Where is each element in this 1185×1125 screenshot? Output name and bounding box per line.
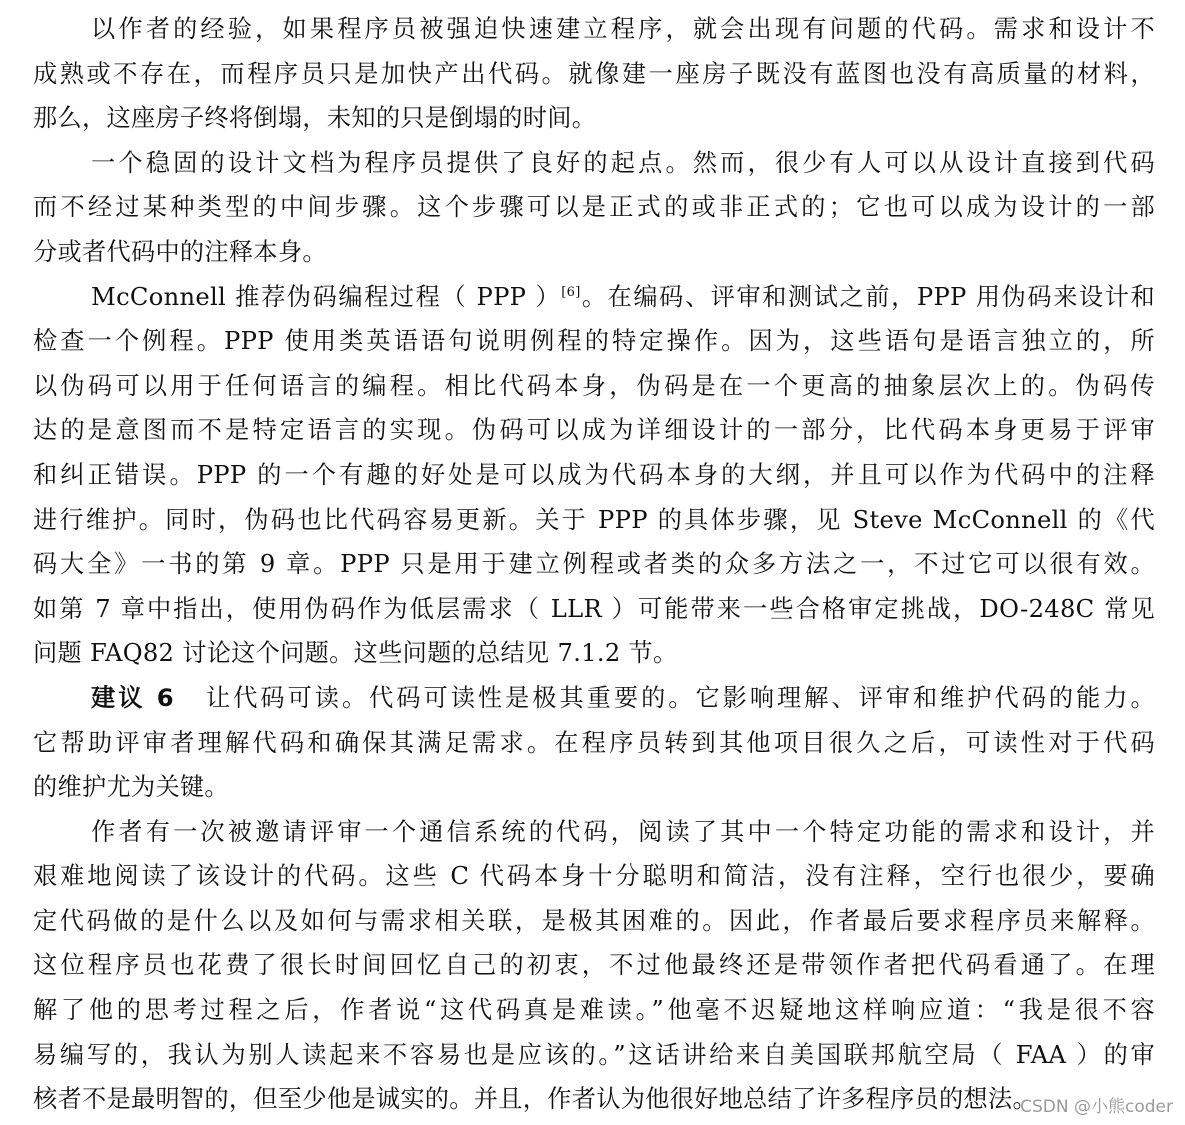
text-line: 以伪码可以用于任何语言的编程。相比代码本身，伪码是在一个更高的抽象层次上的。伪码传 <box>33 371 1155 400</box>
paragraph-3 <box>33 275 1155 676</box>
text-line: 艰难地阅读了该设计的代码。这些 C 代码本身十分聪明和简洁，没有注释，空行也很少，要确 <box>33 862 1155 891</box>
text-line: 问题 FAQ82 讨论这个问题。这些问题的总结见 7.1.2 节。 <box>33 639 678 668</box>
text-line: 和纠正错误。PPP 的一个有趣的好处是可以成为代码本身的大纲，并且可以作为代码中的注释 <box>33 460 1155 489</box>
text-line: 易编写的，我认为别人读起来不容易也是应该的。”这话讲给来自美国联邦航空局（ FAA ）的审 <box>33 1040 1155 1069</box>
paragraph-5 <box>33 810 1155 1122</box>
text-segment: 让代码可读。代码可读性是极其重要的。它影响理解、评审和维护代码的能力。 <box>206 683 1155 712</box>
text-segment: McConnell 推荐伪码编程过程（ PPP ） <box>91 282 562 311</box>
paragraph-2 <box>33 141 1155 275</box>
citation-reference: [6] <box>561 284 581 300</box>
document-page <box>33 7 1155 1122</box>
paragraph-recommendation-6 <box>33 676 1155 810</box>
text-line: 那么，这座房子终将倒塌，未知的只是倒塌的时间。 <box>33 104 597 133</box>
text-line: 进行维护。同时，伪码也比代码容易更新。关于 PPP 的具体步骤，见 Steve McConnell 的《代 <box>33 505 1155 534</box>
text-line: 检查一个例程。PPP 使用类英语语句说明例程的特定操作。因为，这些语句是语言独立的，所 <box>33 327 1155 356</box>
text-line <box>33 275 1155 320</box>
text-line: 解了他的思考过程之后，作者说“这代码真是难读。”他毫不迟疑地这样响应道：“我是很不容 <box>33 996 1155 1025</box>
text-line: 作者有一次被邀请评审一个通信系统的代码，阅读了其中一个特定功能的需求和设计，并 <box>91 817 1155 846</box>
text-line: 一个稳固的设计文档为程序员提供了良好的起点。然而，很少有人可以从设计直接到代码 <box>91 148 1155 177</box>
recommendation-heading: 建议 6 <box>91 683 174 712</box>
text-line: 达的是意图而不是特定语言的实现。伪码可以成为详细设计的一部分，比代码本身更易于评审 <box>33 416 1155 445</box>
text-line: 以作者的经验，如果程序员被强迫快速建立程序，就会出现有问题的代码。需求和设计不 <box>91 15 1155 43</box>
text-line: 成熟或不存在，而程序员只是加快产出代码。就像建一座房子既没有蓝图也没有高质量的材料， <box>33 59 1155 88</box>
text-line: 分或者代码中的注释本身。 <box>33 237 327 266</box>
text-line: 它帮助评审者理解代码和确保其满足需求。在程序员转到其他项目很久之后，可读性对于代码 <box>33 728 1155 757</box>
text-line: 如第 7 章中指出，使用伪码作为低层需求（ LLR ）可能带来一些合格审定挑战，DO-248C 常见 <box>33 594 1155 623</box>
text-line: 码大全》一书的第 9 章。PPP 只是用于建立例程或者类的众多方法之一，不过它可以很有效。 <box>33 550 1155 579</box>
paragraph-1 <box>33 7 1155 141</box>
text-line: 这位程序员也花费了很长时间回忆自己的初衷，不过他最终还是带领作者把代码看通了。在理 <box>33 951 1155 980</box>
text-line: 而不经过某种类型的中间步骤。这个步骤可以是正式的或非正式的；它也可以成为设计的一部 <box>33 193 1155 222</box>
text-line: 核者不是最明智的，但至少他是诚实的。并且，作者认为他很好地总结了许多程序员的想法。 <box>33 1085 1037 1114</box>
text-segment: 。在编码、评审和测试之前，PPP 用伪码来设计和 <box>580 282 1155 311</box>
text-line: 定代码做的是什么以及如何与需求相关联，是极其困难的。因此，作者最后要求程序员来解释。 <box>33 906 1155 935</box>
text-line: 的维护尤为关键。 <box>33 773 229 802</box>
text-line <box>33 676 1155 721</box>
watermark: CSDN @小熊coder <box>1020 1097 1173 1117</box>
